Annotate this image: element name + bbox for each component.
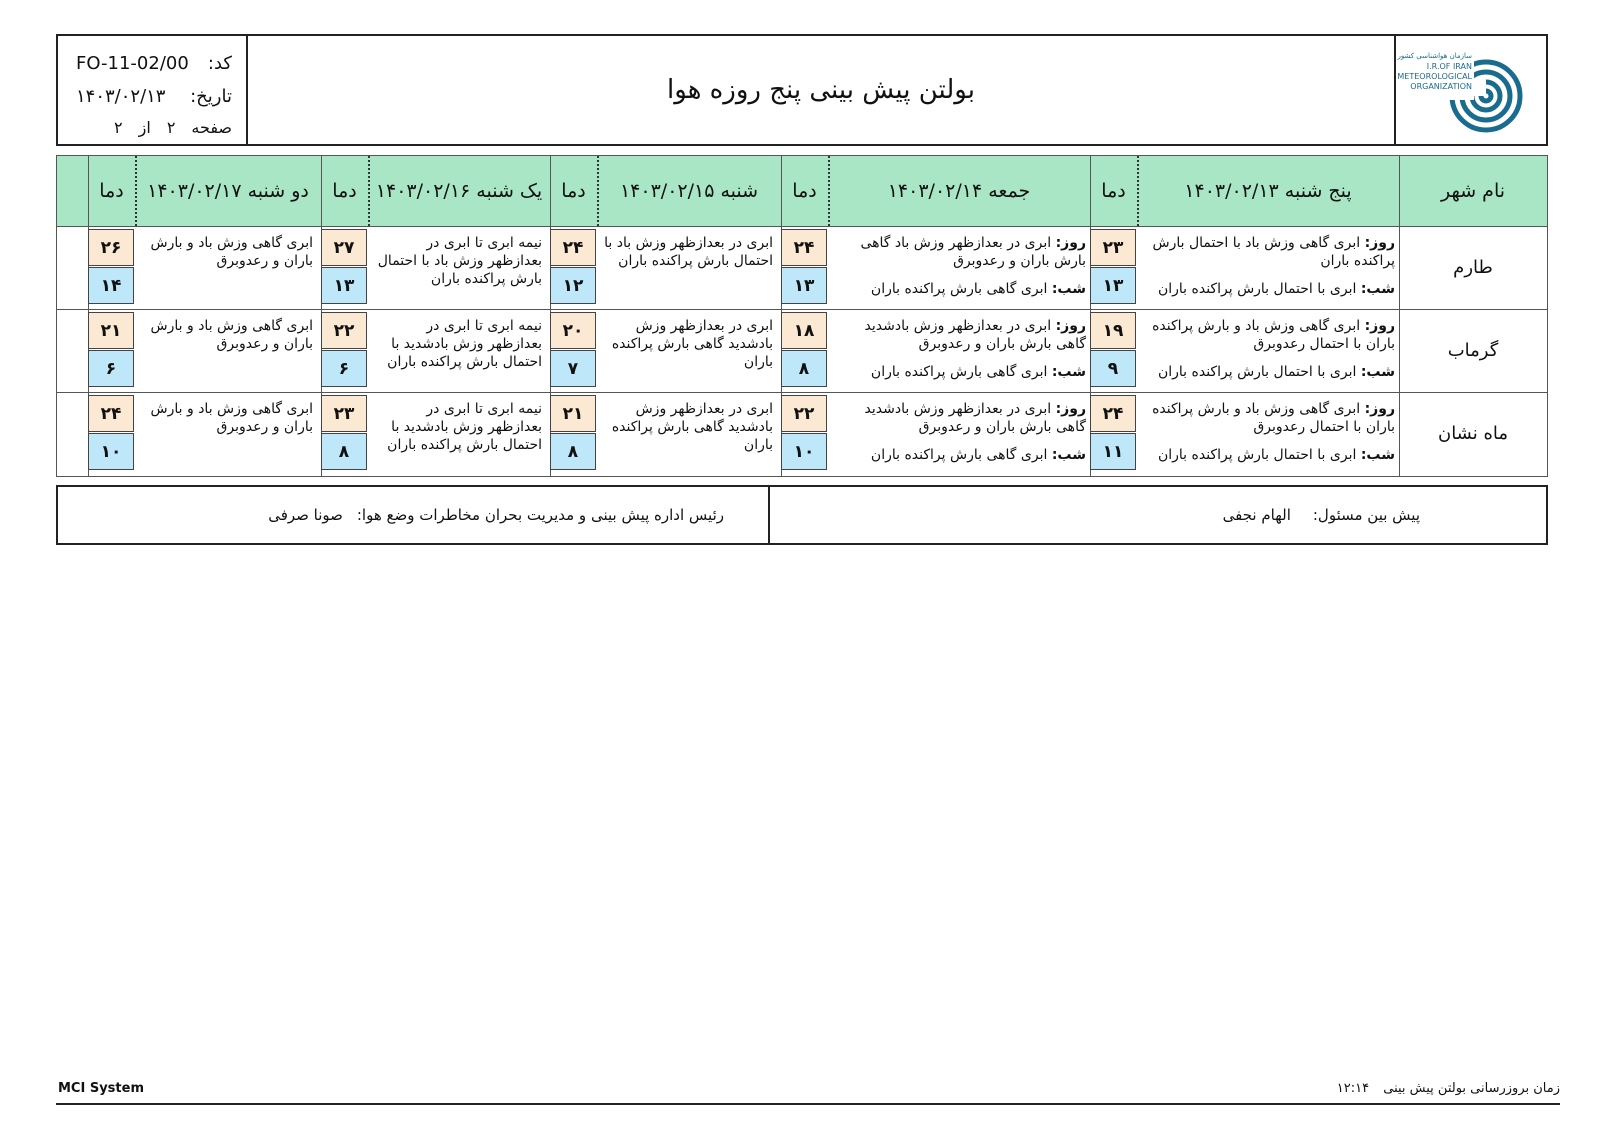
min-temperature: ۱۴: [88, 267, 134, 304]
forecaster-label: پیش بین مسئول:: [1312, 506, 1420, 524]
day-label: روز:: [1364, 318, 1395, 334]
header-day-3: شنبه ۱۴۰۳/۰۲/۱۵: [619, 180, 759, 202]
max-temperature: ۲۴: [1090, 395, 1136, 432]
header-temp-1: دما: [1101, 180, 1126, 202]
day-text: ابری در بعدازظهر وزش بادشدید گاهی بارش باران و رعدوبرق: [864, 318, 1086, 352]
page-line: [76, 112, 232, 142]
code-label: کد:: [207, 52, 232, 74]
max-temperature: ۲۶: [88, 229, 134, 266]
forecast-table: [56, 155, 1548, 477]
min-temperature: ۱۳: [1090, 267, 1136, 304]
night-label: شب:: [1051, 281, 1086, 297]
bulletin-title: بولتن پیش بینی پنج روزه هوا: [667, 75, 975, 105]
day-forecast: [1141, 400, 1395, 436]
city-name: گرماب: [1447, 340, 1499, 361]
header-temp-2: دما: [792, 180, 817, 202]
night-text: ابری با احتمال بارش پراکنده باران: [1157, 281, 1357, 297]
city-name: ماه نشان: [1437, 423, 1509, 444]
night-label: شب:: [1360, 281, 1395, 297]
night-forecast: [1141, 280, 1395, 298]
max-temperature: ۲۴: [88, 395, 134, 432]
night-text: ابری گاهی بارش پراکنده باران: [870, 447, 1048, 463]
max-temperature: ۲۷: [321, 229, 367, 266]
night-forecast: [1141, 363, 1395, 381]
min-temperature: ۹: [1090, 350, 1136, 387]
max-temperature: ۲۴: [781, 229, 827, 266]
max-temperature: ۱۸: [781, 312, 827, 349]
forecast-text: نیمه ابری تا ابری در بعدازظهر وزش بادشدید با احتمال بارش پراکنده باران: [387, 318, 542, 370]
row-divider: [57, 392, 1547, 393]
forecaster-name: الهام نجفی: [1222, 506, 1291, 524]
min-temperature: ۸: [550, 433, 596, 470]
min-temperature: ۶: [88, 350, 134, 387]
update-time: ۱۲:۱۴: [1336, 1081, 1370, 1096]
min-temperature: ۶: [321, 350, 367, 387]
night-label: شب:: [1051, 447, 1086, 463]
max-temperature: ۲۳: [1090, 229, 1136, 266]
max-temperature: ۲۳: [321, 395, 367, 432]
forecaster-signature: [1223, 487, 1420, 543]
day-label: روز:: [1055, 401, 1086, 417]
day-text: ابری گاهی وزش باد با احتمال بارش پراکنده باران: [1152, 235, 1395, 269]
day-forecast: [832, 400, 1086, 436]
night-label: شب:: [1360, 447, 1395, 463]
forecast-text: ابری گاهی وزش باد و بارش باران و رعدوبرق: [150, 401, 313, 435]
document-meta: [58, 36, 248, 144]
date-value: ۱۴۰۳/۰۲/۱۳: [76, 85, 166, 107]
page-label: صفحه: [191, 117, 232, 137]
irimo-logo-icon: [1397, 44, 1534, 140]
max-temperature: ۲۲: [781, 395, 827, 432]
night-label: شب:: [1360, 364, 1395, 380]
day-label: روز:: [1364, 401, 1395, 417]
logo-text-en2: METEOROLOGICAL: [1397, 72, 1472, 81]
forecast-text: ابری در بعدازظهر وزش بادشدید گاهی بارش پراکنده باران: [611, 318, 773, 370]
code-value: FO-11-02/00: [76, 52, 189, 74]
head-label: رئیس اداره پیش بینی و مدیریت بحران مخاطرات وضع هوا:: [356, 506, 724, 524]
head-signature: [268, 487, 724, 543]
header-day-5: دو شنبه ۱۴۰۳/۰۲/۱۷: [147, 180, 309, 202]
signature-box: [56, 485, 1548, 545]
update-label: زمان بروزرسانی بولتن پیش بینی: [1383, 1081, 1560, 1096]
night-label: شب:: [1051, 364, 1086, 380]
max-temperature: ۲۰: [550, 312, 596, 349]
day-text: ابری در بعدازظهر وزش باد گاهی بارش باران و رعدوبرق: [860, 235, 1086, 269]
head-name: صونا صرفی: [268, 506, 343, 524]
header-day-1: پنج شنبه ۱۴۰۳/۰۲/۱۳: [1184, 180, 1352, 202]
signature-divider: [768, 487, 770, 543]
day-label: روز:: [1055, 235, 1086, 251]
min-temperature: ۸: [321, 433, 367, 470]
forecast-text: ابری در بعدازظهر وزش بادشدید گاهی بارش پراکنده باران: [611, 401, 773, 453]
night-text: ابری با احتمال بارش پراکنده باران: [1157, 447, 1357, 463]
logo-text-en3: ORGANIZATION: [1410, 82, 1472, 91]
bulletin-header: [56, 34, 1548, 146]
night-forecast: [832, 280, 1086, 298]
forecast-text: نیمه ابری تا ابری در بعدازظهر وزش بادشدید با احتمال بارش پراکنده باران: [387, 401, 542, 453]
update-time-line: [1337, 1081, 1560, 1096]
min-temperature: ۱۰: [781, 433, 827, 470]
min-temperature: ۷: [550, 350, 596, 387]
min-temperature: ۱۰: [88, 433, 134, 470]
city-name: طارم: [1453, 257, 1493, 278]
day-label: روز:: [1055, 318, 1086, 334]
night-text: ابری با احتمال بارش پراکنده باران: [1157, 364, 1357, 380]
night-text: ابری گاهی بارش پراکنده باران: [870, 364, 1048, 380]
date-line: [76, 81, 232, 111]
max-temperature: ۲۱: [550, 395, 596, 432]
day-text: ابری گاهی وزش باد و بارش پراکنده باران با احتمال رعدوبرق: [1152, 318, 1395, 352]
header-temp-5: دما: [99, 180, 124, 202]
min-temperature: ۱۱: [1090, 433, 1136, 470]
page-of: از: [138, 117, 151, 137]
system-name: MCI System: [58, 1081, 144, 1096]
page-current: ۲: [166, 117, 176, 137]
max-temperature: ۱۹: [1090, 312, 1136, 349]
forecast-text: ابری گاهی وزش باد و بارش باران و رعدوبرق: [150, 318, 313, 352]
max-temperature: ۲۴: [550, 229, 596, 266]
header-day-2: جمعه ۱۴۰۳/۰۲/۱۴: [887, 180, 1031, 202]
min-temperature: ۱۲: [550, 267, 596, 304]
night-text: ابری گاهی بارش پراکنده باران: [870, 281, 1048, 297]
page-total: ۲: [114, 117, 123, 137]
logo-text-en1: I.R.OF IRAN: [1426, 62, 1472, 71]
night-forecast: [832, 446, 1086, 464]
night-forecast: [832, 363, 1086, 381]
forecast-text: نیمه ابری تا ابری در بعدازظهر وزش باد با احتمال بارش پراکنده باران: [377, 235, 542, 287]
day-label: روز:: [1364, 235, 1395, 251]
day-text: ابری در بعدازظهر وزش بادشدید گاهی بارش باران و رعدوبرق: [864, 401, 1086, 435]
date-label: تاریخ:: [190, 85, 232, 107]
day-forecast: [1141, 234, 1395, 270]
night-forecast: [1141, 446, 1395, 464]
header-day-4: یک شنبه ۱۴۰۳/۰۲/۱۶: [375, 180, 543, 202]
day-forecast: [1141, 317, 1395, 353]
footer-rule: [56, 1103, 1560, 1105]
header-temp-3: دما: [561, 180, 586, 202]
forecast-text: ابری در بعدازظهر وزش باد با احتمال بارش پراکنده باران: [604, 235, 773, 269]
header-temp-4: دما: [332, 180, 357, 202]
min-temperature: ۱۳: [321, 267, 367, 304]
organization-logo: [1394, 36, 1546, 144]
day-forecast: [832, 234, 1086, 270]
day-forecast: [832, 317, 1086, 353]
min-temperature: ۸: [781, 350, 827, 387]
forecast-text: ابری گاهی وزش باد و بارش باران و رعدوبرق: [150, 235, 313, 269]
max-temperature: ۲۱: [88, 312, 134, 349]
logo-text-fa: سازمان هواشناسی کشور: [1397, 52, 1472, 60]
header-city: نام شهر: [1440, 180, 1506, 202]
max-temperature: ۲۲: [321, 312, 367, 349]
day-text: ابری گاهی وزش باد و بارش پراکنده باران با احتمال رعدوبرق: [1152, 401, 1395, 435]
row-divider: [57, 309, 1547, 310]
min-temperature: ۱۳: [781, 267, 827, 304]
code-line: [76, 48, 232, 78]
